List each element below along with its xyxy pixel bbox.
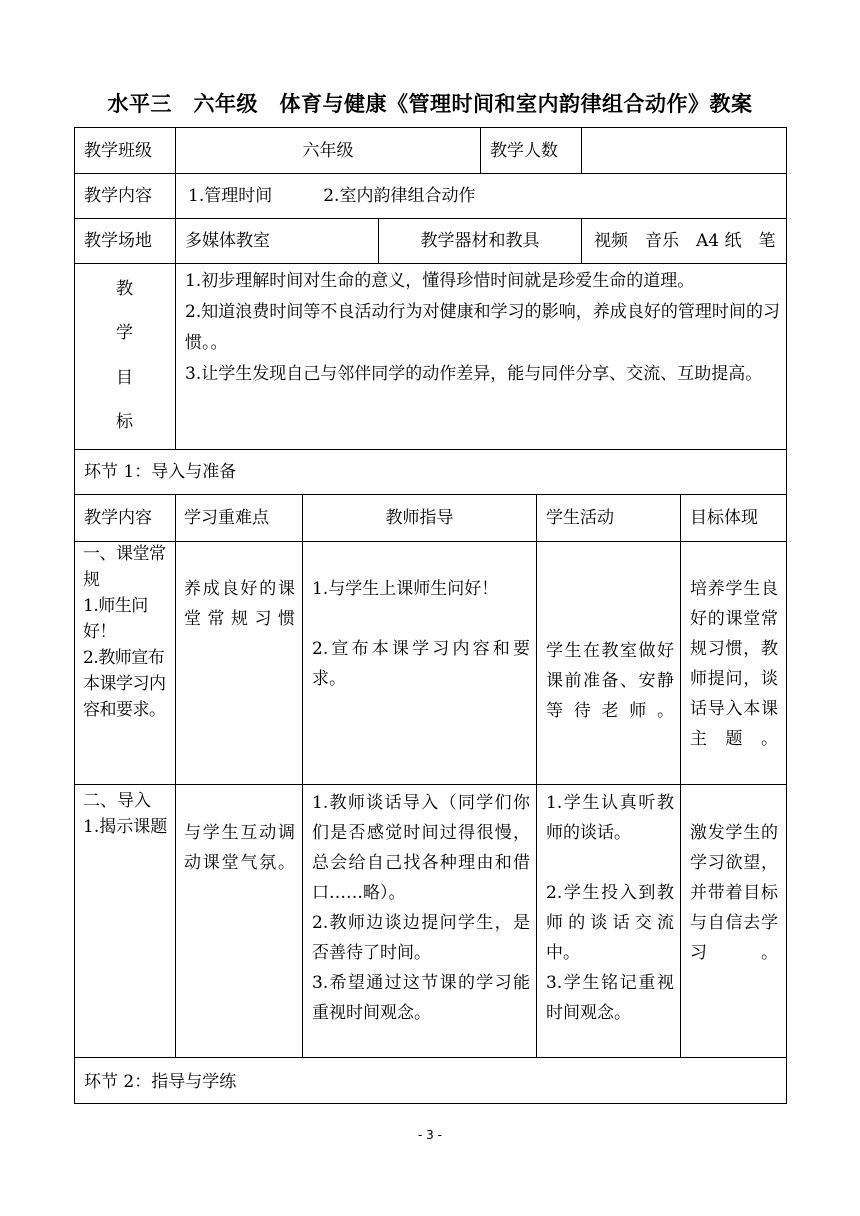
column-header: 学习重难点 — [184, 508, 269, 528]
table-cell-teacher: 1.与学生上课师生问好！ 2.宣布本课学习内容和要求。 — [312, 579, 530, 689]
table-cell-content: 一、课堂常规 1.师生问好！ 2.教师宣布本课学习内容和要求。 — [83, 544, 166, 720]
col-divider — [581, 218, 582, 263]
column-header: 教师指导 — [385, 508, 454, 528]
col-divider — [175, 494, 176, 1057]
col-divider — [175, 127, 176, 449]
objectives-label-char: 教 — [116, 279, 133, 299]
objectives-text: 1.初步理解时间对生命的意义，懂得珍惜时间就是珍爱生命的道理。 2.知道浪费时间等不良活动行为对健康和学习的影响，养成良好的管理时间的习惯。。 3.让学生发现自己与邻伴同学的动作差异，能与同伴分享、交流、互助提高。 — [185, 271, 780, 384]
column-header: 教学内容 — [84, 508, 152, 528]
section-1-title: 环节 1：导入与准备 — [84, 462, 237, 482]
section-2-title: 环节 2：指导与学练 — [84, 1072, 237, 1092]
objectives-label-char: 标 — [116, 412, 133, 432]
document-title: 水平三 六年级 体育与健康《管理时间和室内韵律组合动作》教案 — [107, 92, 753, 116]
content-value: 1.管理时间 2.室内韵律组合动作 — [188, 186, 476, 206]
row-divider — [74, 218, 787, 219]
content-label: 教学内容 — [84, 186, 152, 206]
table-cell-goal: 培养学生良好的课堂常规习惯，教师提问，谈话导入本课主题。 — [690, 579, 778, 749]
table-cell-student: 学生在教室做好课前准备、安静等待老师。 — [546, 641, 674, 721]
col-divider — [302, 494, 303, 1057]
column-header: 目标体现 — [690, 508, 758, 528]
row-divider — [74, 449, 787, 450]
venue-value: 多媒体教室 — [185, 231, 270, 251]
table-cell-teacher: 1.教师谈话导入（同学们你们是否感觉时间过得很慢，总会给自己找各种理由和借口……略）。 2.教师边谈边提问学生，是否善待了时间。 3.希望通过这节课的学习能重视时间观念。 — [312, 793, 530, 1023]
col-divider — [680, 494, 681, 1057]
page-number: - 3 - — [418, 1128, 442, 1142]
row-divider — [74, 263, 787, 264]
class-label: 教学班级 — [84, 141, 152, 161]
equipment-value: 视频 音乐 A4 纸 笔 — [594, 231, 776, 251]
table-cell-content: 二、导入 1.揭示课题 — [83, 791, 168, 837]
col-divider — [480, 127, 481, 173]
row-divider — [74, 1057, 787, 1058]
student-count-label: 教学人数 — [490, 141, 558, 161]
table-cell-key: 与学生互动调动课堂气氛。 — [184, 823, 295, 873]
objectives-label-char: 学 — [116, 323, 133, 343]
column-header: 学生活动 — [546, 508, 614, 528]
venue-label: 教学场地 — [84, 231, 152, 251]
table-cell-key: 养成良好的课堂常规习惯 — [184, 579, 295, 629]
col-divider — [536, 494, 537, 1057]
table-cell-student: 1.学生认真听教师的谈话。 2.学生投入到教师的谈话交流中。 3.学生铭记重视时间观念。 — [546, 793, 674, 1023]
equipment-label: 教学器材和教具 — [420, 231, 540, 251]
col-divider — [581, 127, 582, 173]
class-value: 六年级 — [302, 141, 354, 161]
table-cell-goal: 激发学生的学习欲望，并带着目标与自信去学习。 — [690, 823, 778, 963]
row-divider — [74, 173, 787, 174]
objectives-label-char: 目 — [116, 368, 133, 388]
